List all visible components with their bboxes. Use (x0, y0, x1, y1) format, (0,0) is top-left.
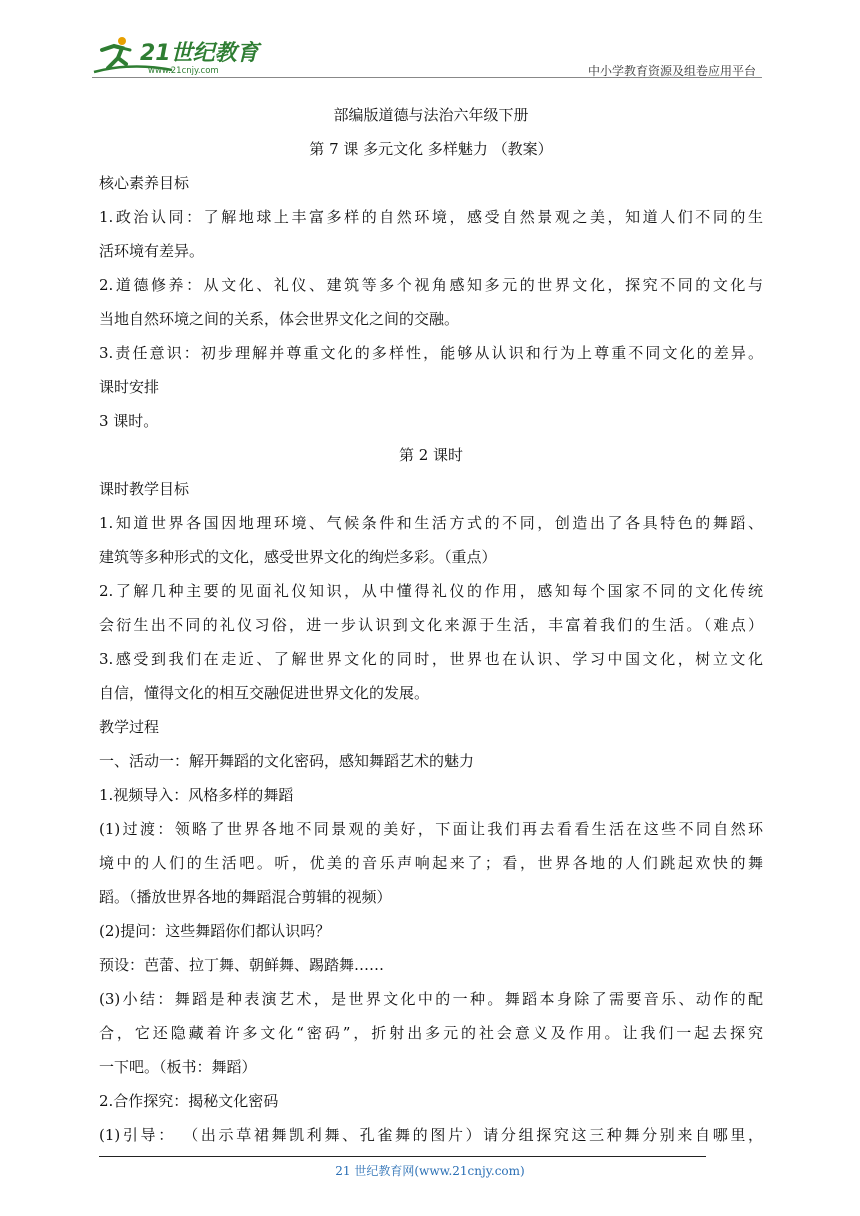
text-line: 建筑等多种形式的文化，感受世界文化的绚烂多彩。（重点） (99, 548, 497, 566)
text-line: 1.政治认同：了解地球上丰富多样的自然环境，感受自然景观之美，知道人们不同的生 (99, 208, 763, 226)
text-line: 3.感受到我们在走近、了解世界文化的同时，世界也在认识、学习中国文化，树立文化 (99, 650, 763, 668)
footer-link[interactable]: 21 世纪教育网(www.21cnjy.com) (335, 1164, 525, 1178)
text-line: 一下吧。（板书：舞蹈） (99, 1058, 257, 1076)
logo-wordmark: 21世纪教育 (140, 41, 259, 66)
text-line: 1.知道世界各国因地理环境、气候条件和生活方式的不同，创造出了各具特色的舞蹈、 (99, 514, 763, 532)
text-line: 课时安排 (99, 378, 160, 396)
text-line: 蹈。（播放世界各地的舞蹈混合剪辑的视频） (99, 888, 392, 906)
text-line: 2.了解几种主要的见面礼仪知识，从中懂得礼仪的作用，感知每个国家不同的文化传统 (99, 582, 763, 600)
page-header (92, 34, 762, 80)
footer-divider (99, 1156, 706, 1157)
text-line: 1.视频导入：风格多样的舞蹈 (99, 786, 294, 804)
text-line: 核心素养目标 (99, 174, 190, 192)
text-line: 2.道德修养：从文化、礼仪、建筑等多个视角感知多元的世界文化，探究不同的文化与 (99, 276, 763, 294)
header-divider (92, 77, 762, 78)
text-line: 3.责任意识：初步理解并尊重文化的多样性，能够从认识和行为上尊重不同文化的差异。 (99, 344, 763, 362)
document-body (99, 98, 763, 1152)
text-line: 预设：芭蕾、拉丁舞、朝鲜舞、踢踏舞…… (99, 956, 385, 974)
logo-url: www.21cnjy.com (148, 66, 219, 76)
text-line: 3 课时。 (99, 412, 159, 430)
runner-logo-icon (92, 34, 262, 78)
text-line: 会衍生出不同的礼仪习俗，进一步认识到文化来源于生活，丰富着我们的生活。（难点） (99, 616, 763, 634)
logo (92, 34, 262, 78)
paragraph-lines (99, 166, 763, 1152)
text-line: 第 2 课时 (398, 446, 464, 464)
text-line: (2)提问：这些舞蹈你们都认识吗？ (99, 922, 331, 940)
text-line: (1)过渡：领略了世界各地不同景观的美好，下面让我们再去看看生活在这些不同自然环 (99, 820, 763, 838)
text-line: 活环境有差异。 (99, 242, 205, 260)
text-line: 当地自然环境之间的关系，体会世界文化之间的交融。 (99, 310, 460, 328)
text-line: 自信，懂得文化的相互交融促进世界文化的发展。 (99, 684, 430, 702)
text-line: 合，它还隐藏着许多文化“密码”，折射出多元的社会意义及作用。让我们一起去探究 (99, 1024, 763, 1042)
text-line: 2.合作探究：揭秘文化密码 (99, 1092, 279, 1110)
text-line: 教学过程 (99, 718, 160, 736)
platform-name: 中小学教育资源及组卷应用平台 (587, 64, 756, 78)
text-line: 境中的人们的生活吧。听，优美的音乐声响起来了；看，世界各地的人们跳起欢快的舞 (99, 854, 763, 872)
text-line: (1)引导： （出示草裙舞凯利舞、孔雀舞的图片）请分组探究这三种舞分别来自哪里， (99, 1126, 763, 1144)
doc-subtitle: 第 7 课 多元文化 多样魅力 （教案） (309, 140, 553, 158)
text-line: 课时教学目标 (99, 480, 190, 498)
text-line: 一、活动一：解开舞蹈的文化密码，感知舞蹈艺术的魅力 (99, 752, 475, 770)
text-line: (3)小结：舞蹈是种表演艺术，是世界文化中的一种。舞蹈本身除了需要音乐、动作的配 (99, 990, 763, 1008)
doc-title: 部编版道德与法治六年级下册 (333, 106, 529, 124)
